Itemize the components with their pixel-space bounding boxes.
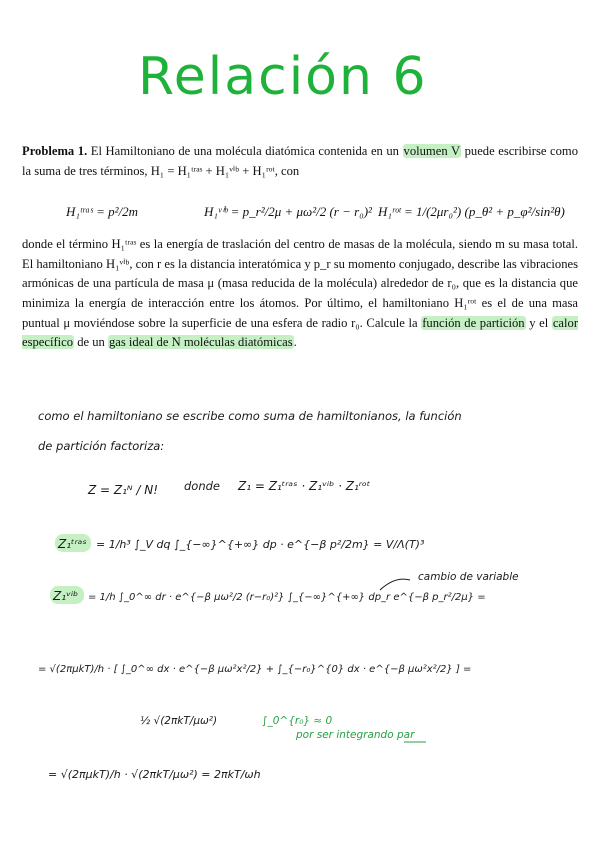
note-final: = √(2πμkT)/h · √(2πkT/μω²) = 2πkT/ωh: [48, 768, 261, 781]
page-title: [136, 38, 436, 110]
note-donde: donde: [184, 479, 220, 493]
problem-intro-rest: puede escribirse como la suma de tres términos, H₁ = H₁ᵗʳᵃˢ + H₁ᵛⁱᵇ + H₁ʳᵒᵗ, con: [22, 144, 579, 178]
highlight-volumen: volumen V: [403, 144, 461, 158]
arrow-icon: [380, 579, 410, 590]
note-ztras-label: Z₁ᵗʳᵃˢ: [58, 537, 87, 551]
problem-label: Problema 1.: [22, 144, 88, 158]
note-half-sqrt: ½ √(2πkT/μω²): [140, 715, 218, 727]
eq-rot: H₁ʳᵒᵗ = 1/(2μr₀²) (p_θ² + p_φ²/sin²θ): [378, 204, 565, 219]
note-z-eq: Z = Z₁ᴺ / N!: [88, 483, 159, 497]
problem-intro: El Hamiltoniano de una molécula diatómica contenida en un: [90, 144, 399, 158]
hamiltonian-equations: [60, 190, 565, 238]
highlight-gas: gas ideal de N moléculas diatómicas: [109, 335, 293, 350]
highlight-particion: función de partición: [422, 315, 525, 330]
problem-body: donde el término H₁ᵗʳᵃˢ es la energía de traslación del centro de masas de la molécula, siendo m su masa total. El hamiltoniano H₁ᵛⁱᵇ, con r es la distancia interatómica y p_r su momento conjugado, describe las vibraciones armónicas de una partícula de masa μ (masa reducida de la molécula) alrededor de r₀, que es la distancia que minimiza la energía de interacción entre los átomos. Por último, el hamiltoniano H₁ʳᵒᵗ es el de una masa puntual μ moviéndose sobre la superficie de una esfera de radio r₀. Calcule la: [22, 237, 578, 330]
note-cambio: cambio de variable: [418, 571, 519, 583]
note-z1-eq: Z₁ = Z₁ᵗʳᵃˢ · Z₁ᵛⁱᵇ · Z₁ʳᵒᵗ: [238, 479, 371, 493]
note-ztras-eq: = 1/h³ ∫_V dq ∫_{−∞}^{+∞} dp · e^{−β p²/2m} = V/Λ(T)³: [96, 538, 425, 551]
handwritten-notes: [0, 390, 600, 848]
problem-body-c: de un: [77, 335, 105, 350]
note-par: por ser integrando par: [296, 729, 415, 741]
eq-tras: H₁ᵗʳᵃˢ = p²/2m: [66, 204, 139, 219]
page-title-text: Relación 6: [138, 47, 428, 107]
problem-end: .: [293, 335, 297, 350]
note-zvib-label: Z₁ᵛⁱᵇ: [53, 589, 79, 603]
note-line-x: = √(2πμkT)/h · [ ∫_0^∞ dx · e^{−β μω²x²/2} + ∫_{−r₀}^{0} dx · e^{−β μω²x²/2} ] =: [38, 664, 472, 675]
note-line-2: de partición factoriza:: [38, 439, 165, 453]
note-zero-int: ∫_0^{r₀} ≈ 0: [262, 715, 333, 727]
note-line-1: como el hamiltoniano se escribe como suma de hamiltonianos, la función: [38, 409, 462, 423]
note-zvib-eq: = 1/h ∫_0^∞ dr · e^{−β μω²/2 (r−r₀)²} ∫_{−∞}^{+∞} dp_r e^{−β p_r²/2μ} =: [88, 592, 486, 603]
eq-vib: H₁ᵛⁱᵇ = p_r²/2μ + μω²/2 (r − r₀)²: [204, 204, 372, 219]
problem-body-b: y el: [529, 315, 549, 330]
problem-statement: [22, 142, 578, 353]
highlight-calor: calor específico: [22, 315, 579, 350]
